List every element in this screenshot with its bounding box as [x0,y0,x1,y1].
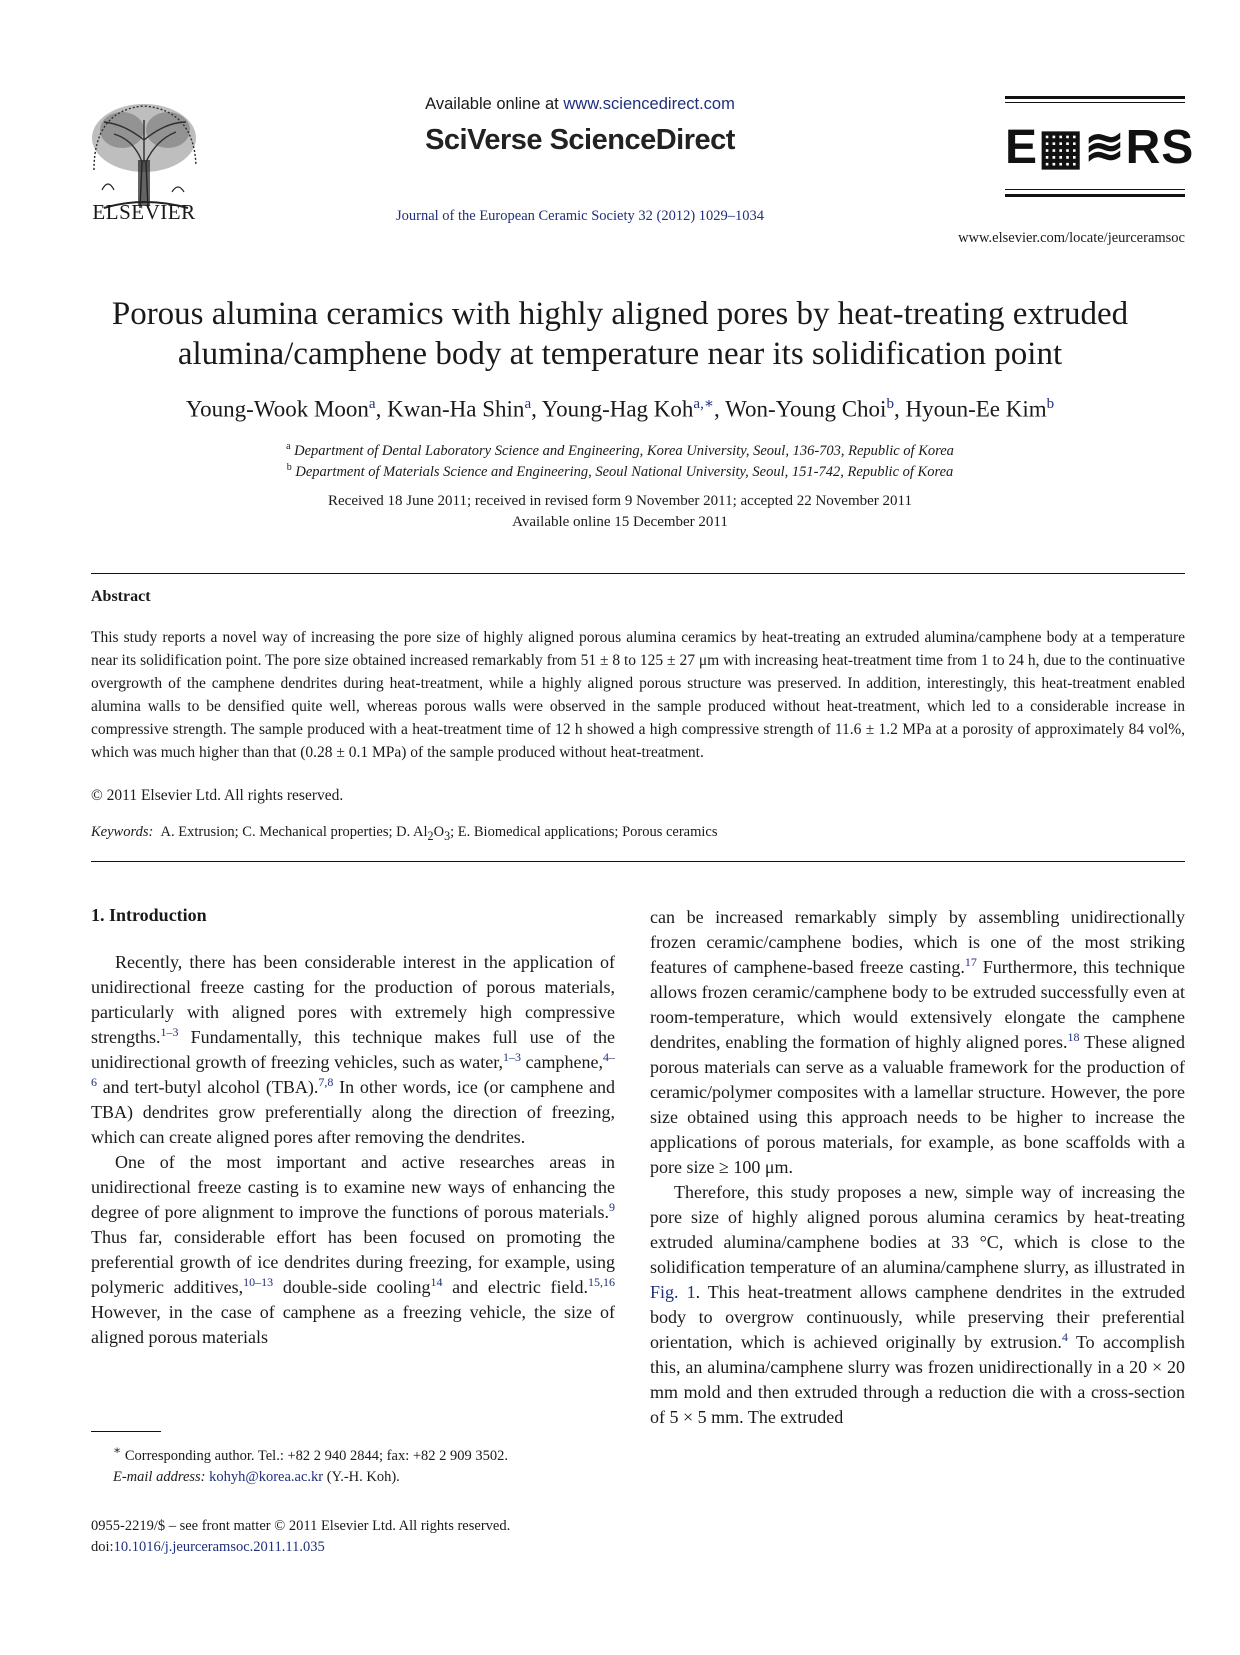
paragraph-text: can be increased remarkably simply by assembling unidirectionally frozen ceramic/camphene bodies, which is one of the most striking features of camphene-based freeze casting. [650,907,1185,977]
citation-ref[interactable]: 14 [430,1275,443,1289]
author-name: Young-Hag Koh [541,396,694,422]
citation-ref[interactable]: 4–6 [91,1050,615,1089]
doi-link[interactable]: 10.1016/j.jeurceramsoc.2011.11.035 [113,1539,325,1555]
paragraph-text: In other words, ice (or camphene and TBA) dendrites grow preferentially along the direction of freezing, which can create aligned pores after removing the dendrites. [91,1077,615,1147]
paragraph [91,1150,615,1350]
affiliation-b [60,462,1180,481]
abstract-heading: Abstract [91,588,151,605]
paragraph-text: double-side cooling [273,1277,431,1297]
affiliation-label: b [286,462,292,473]
citation-ref[interactable]: 9 [609,1200,615,1214]
citation-ref[interactable]: 17 [964,955,977,969]
affiliation-label: a [286,441,291,452]
keywords-subscript: 3 [444,828,451,843]
footnote-mark: ∗ [113,1443,122,1457]
author-affiliation-mark[interactable]: b [1046,396,1055,412]
paragraph-text: Fundamentally, this technique makes full use of the unidirectional growth of freezing vehicles, such as water, [91,1027,615,1072]
affiliation-text: Department of Materials Science and Engineering, Seoul National University, Seoul, 151-742, Republic of Korea [295,463,954,480]
paragraph-text: camphene, [520,1052,603,1072]
author-name: Won-Young Choi [725,396,887,422]
footnote-text: Corresponding author. Tel.: +82 2 940 2844; fax: +82 2 909 3502. [121,1447,509,1464]
citation-ref[interactable]: 15,16 [587,1275,615,1289]
right-column [650,905,1185,1430]
section-divider [91,573,1185,574]
keywords-text: A. Extrusion; C. Mechanical properties; D. Al [160,824,428,840]
paragraph [650,905,1185,1180]
email-link[interactable]: kohyh@korea.ac.kr [209,1468,324,1485]
paragraph [650,1180,1185,1430]
doi-line [91,1537,691,1558]
affiliation-text: Department of Dental Laboratory Science and Engineering, Korea University, Seoul, 136-703, Republic of Korea [294,442,954,459]
section-divider [91,861,1185,862]
journal-logo-rule [1005,96,1185,99]
citation-ref[interactable]: 7,8 [318,1075,334,1089]
publisher-name: ELSEVIER [92,200,196,224]
journal-logo-rule [1005,189,1185,190]
platform-name: SciVerse ScienceDirect [425,124,735,156]
paragraph-text: Thus far, considerable effort has been focused on promoting the preferential growth of ice dendrites during freezing, for example, using polymeric additives, [91,1227,615,1297]
left-column [91,950,615,1350]
title-line: Porous alumina ceramics with highly aligned pores by heat-treating extruded [111,296,1129,332]
author-name: Kwan-Ha Shin [387,396,525,422]
author-separator: , [893,396,906,422]
front-matter [91,1516,691,1558]
citation-ref[interactable]: 1–3 [502,1050,521,1064]
journal-homepage[interactable]: www.elsevier.com/locate/jeurceramsoc [958,230,1185,246]
received-dates: Received 18 June 2011; received in revised form 9 November 2011; accepted 22 November 2011 [328,493,912,509]
article-title [60,294,1180,374]
journal-citation-link[interactable]: Journal of the European Ceramic Society 32 (2012) 1029–1034 [395,208,765,224]
author-affiliation-mark[interactable]: b [886,396,894,412]
online-date: Available online 15 December 2011 [512,514,728,530]
abstract-copyright: © 2011 Elsevier Ltd. All rights reserved. [91,787,344,804]
footnote-rule [91,1431,161,1432]
keywords-label: Keywords: [91,824,154,840]
corresponding-author-footnote [91,1440,615,1488]
available-prefix: Available online at [425,95,564,113]
title-line: alumina/camphene body at temperature near its solidification point [177,336,1063,372]
footnote-text: (Y.-H. Koh). [323,1468,400,1485]
paragraph-text: Recently, there has been considerable interest in the application of unidirectional freeze casting for the production of porous materials, particularly with aligned pores with extremely high compressive strengths. [91,952,615,1047]
paragraph-text: To accomplish this, an alumina/camphene slurry was frozen unidirectionally in a 20 × 20 mm mold and then extruded through a reduction die with a cross-section of 5 × 5 mm. The extruded [650,1332,1185,1427]
sciencedirect-link[interactable]: www.sciencedirect.com [563,95,735,113]
citation-ref[interactable]: 10–13 [243,1275,274,1289]
paragraph [91,950,615,1150]
author-affiliation-mark[interactable]: a [524,396,532,412]
issn-line: 0955-2219/$ – see front matter © 2011 Elsevier Ltd. All rights reserved. [91,1518,511,1534]
footnote-line [91,1440,615,1467]
paragraph-text: and electric field. [442,1277,588,1297]
author-affiliation-mark[interactable]: a [368,396,376,412]
citation-ref[interactable]: 1–3 [160,1025,179,1039]
section-heading: 1. Introduction [91,905,207,925]
citation-ref[interactable]: 18 [1067,1030,1080,1044]
author-separator: , [375,396,388,422]
article-dates [60,491,1180,533]
author-name: Young-Wook Moon [185,396,369,422]
author-list [60,394,1180,423]
affiliation-a [60,441,1180,460]
figure-link[interactable]: Fig. 1 [650,1282,696,1302]
journal-logo-rule [1005,194,1185,197]
paragraph-text: . This heat-treatment allows camphene dendrites in the extruded body to overgrow continuously, while preserving their preferential orientation, which is achieved originally by extrusion. [650,1282,1186,1352]
abstract-text: This study reports a novel way of increasing the pore size of highly aligned porous alumina ceramics by heat-treating an extruded alumina/camphene body at a temperature near its solidification point. The pore size obtained increased remarkably from 51 ± 8 to 125 ± 27 μm with increasing heat-treatment time from 1 to 24 h, due to the continuative overgrowth of the camphene dendrites during heat-treatment, while a highly aligned porous structure was preserved. In addition, interestingly, this heat-treatment enabled alumina walls to be densified quite well, whereas porous walls were observed in the sample produced without heat-treatment, which led to a considerable increase in compressive strength. The sample produced with a heat-treatment time of 12 h showed a high compressive strength of 11.6 ± 1.2 MPa at a porosity of approximately 84 vol%, which was much higher than that (0.28 ± 0.1 MPa) of the sample produced without heat-treatment. [91,629,1185,761]
author-separator: , [714,396,726,422]
author-name: Hyoun-Ee Kim [905,396,1047,422]
keywords-text: ; E. Biomedical applications; Porous ceramics [450,824,718,840]
journal-logo: E▦≋RS [1005,121,1195,174]
doi-prefix: doi: [91,1539,114,1555]
paragraph-text: However, in the case of camphene as a freezing vehicle, the size of aligned porous materials [91,1302,615,1347]
paragraph-text: Furthermore, this technique allows frozen ceramic/camphene body to be extruded successfully even at room-temperature, which would extensively elongate the camphene dendrites, enabling the formation of highly aligned pores. [650,957,1186,1052]
paragraph-text: and tert-butyl alcohol (TBA). [97,1077,319,1097]
available-online [380,95,780,114]
journal-logo-rule [1005,102,1185,103]
keywords-subscript: 2 [427,828,434,843]
author-affiliation-mark[interactable]: a,∗ [693,396,715,412]
footnote-line [91,1467,615,1488]
keywords [91,824,1185,844]
paragraph-text: One of the most important and active researches areas in unidirectional freeze casting is to examine new ways of enhancing the degree of pore alignment to improve the functions of porous materials. [91,1152,615,1222]
citation-ref[interactable]: 4 [1061,1330,1068,1344]
paragraph-text: Therefore, this study proposes a new, simple way of increasing the pore size of highly aligned porous alumina ceramics by heat-treating extruded alumina/camphene bodies at 33 °C, which is close to the solidification temperature of an alumina/camphene slurry, as illustrated in [650,1182,1185,1277]
keywords-text: O [433,824,445,840]
email-label: E-mail address: [113,1468,206,1485]
paragraph-text: These aligned porous materials can serve as a valuable framework for the production of ceramic/polymer composites with a lamellar structure. However, the pore size obtained using this approach needs to be higher to increase the applications of porous materials, for example, as bone scaffolds with a pore size ≥ 100 μm. [650,1032,1185,1177]
author-separator: , [531,396,542,422]
